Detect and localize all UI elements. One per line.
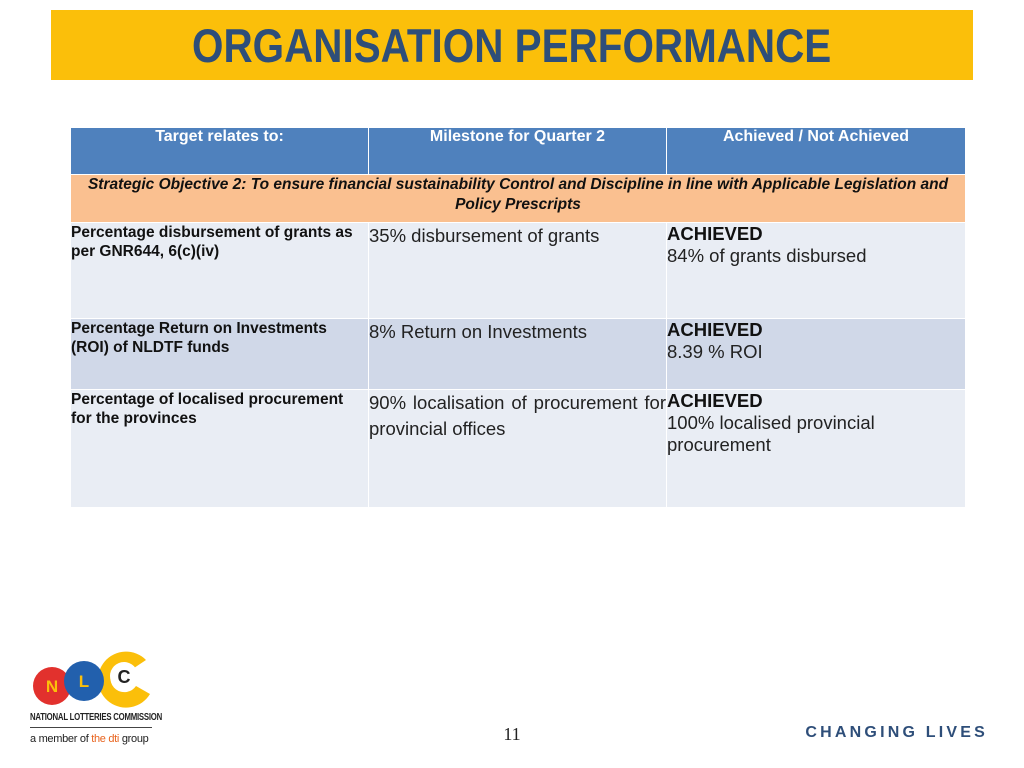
result-detail: 84% of grants disbursed	[667, 245, 867, 266]
title-banner	[51, 10, 973, 80]
status-label: ACHIEVED	[667, 223, 763, 244]
table-row	[71, 319, 966, 390]
page-number: 11	[503, 724, 521, 744]
logo-membership	[30, 733, 148, 745]
strategic-objective: Strategic Objective 2: To ensure financial sustainability Control and Discipline in line with Applicable Legislation and Policy Prescripts	[71, 175, 966, 223]
logo-letter-c: C	[117, 667, 131, 687]
target-cell: Percentage of localised procurement for the provinces	[71, 390, 369, 508]
status-label: ACHIEVED	[667, 319, 763, 340]
table-row	[71, 223, 966, 319]
status-label: ACHIEVED	[667, 390, 763, 411]
milestone-cell: 35% disbursement of grants	[369, 223, 667, 319]
result-detail: 100% localised provincial procurement	[667, 412, 875, 455]
performance-table	[70, 127, 966, 508]
tagline: CHANGING LIVES	[805, 724, 988, 741]
column-header-achieved: Achieved / Not Achieved	[667, 128, 966, 175]
table-row	[71, 390, 966, 508]
logo-letter-l: L	[78, 672, 90, 691]
result-cell	[667, 390, 966, 508]
page-title: ORGANISATION PERFORMANCE	[192, 18, 832, 72]
membership-suffix: group	[119, 733, 149, 745]
target-cell: Percentage Return on Investments (ROI) of NLDTF funds	[71, 319, 369, 390]
target-cell: Percentage disbursement of grants as per GNR644, 6(c)(iv)	[71, 223, 369, 319]
milestone-cell: 90% localisation of procurement for provincial offices	[369, 390, 667, 508]
result-cell	[667, 319, 966, 390]
column-header-target: Target relates to:	[71, 128, 369, 175]
column-header-milestone: Milestone for Quarter 2	[369, 128, 667, 175]
logo-divider	[30, 727, 152, 728]
logo-name: NATIONAL LOTTERIES COMMISSION	[30, 712, 163, 723]
objective-row	[71, 175, 966, 223]
table-header-row	[71, 128, 966, 175]
milestone-cell: 8% Return on Investments	[369, 319, 667, 390]
result-cell	[667, 223, 966, 319]
result-detail: 8.39 % ROI	[667, 341, 763, 362]
logo-letter-n: N	[45, 677, 59, 696]
membership-prefix: a member of	[30, 733, 92, 745]
membership-highlight: the dti	[91, 733, 120, 745]
